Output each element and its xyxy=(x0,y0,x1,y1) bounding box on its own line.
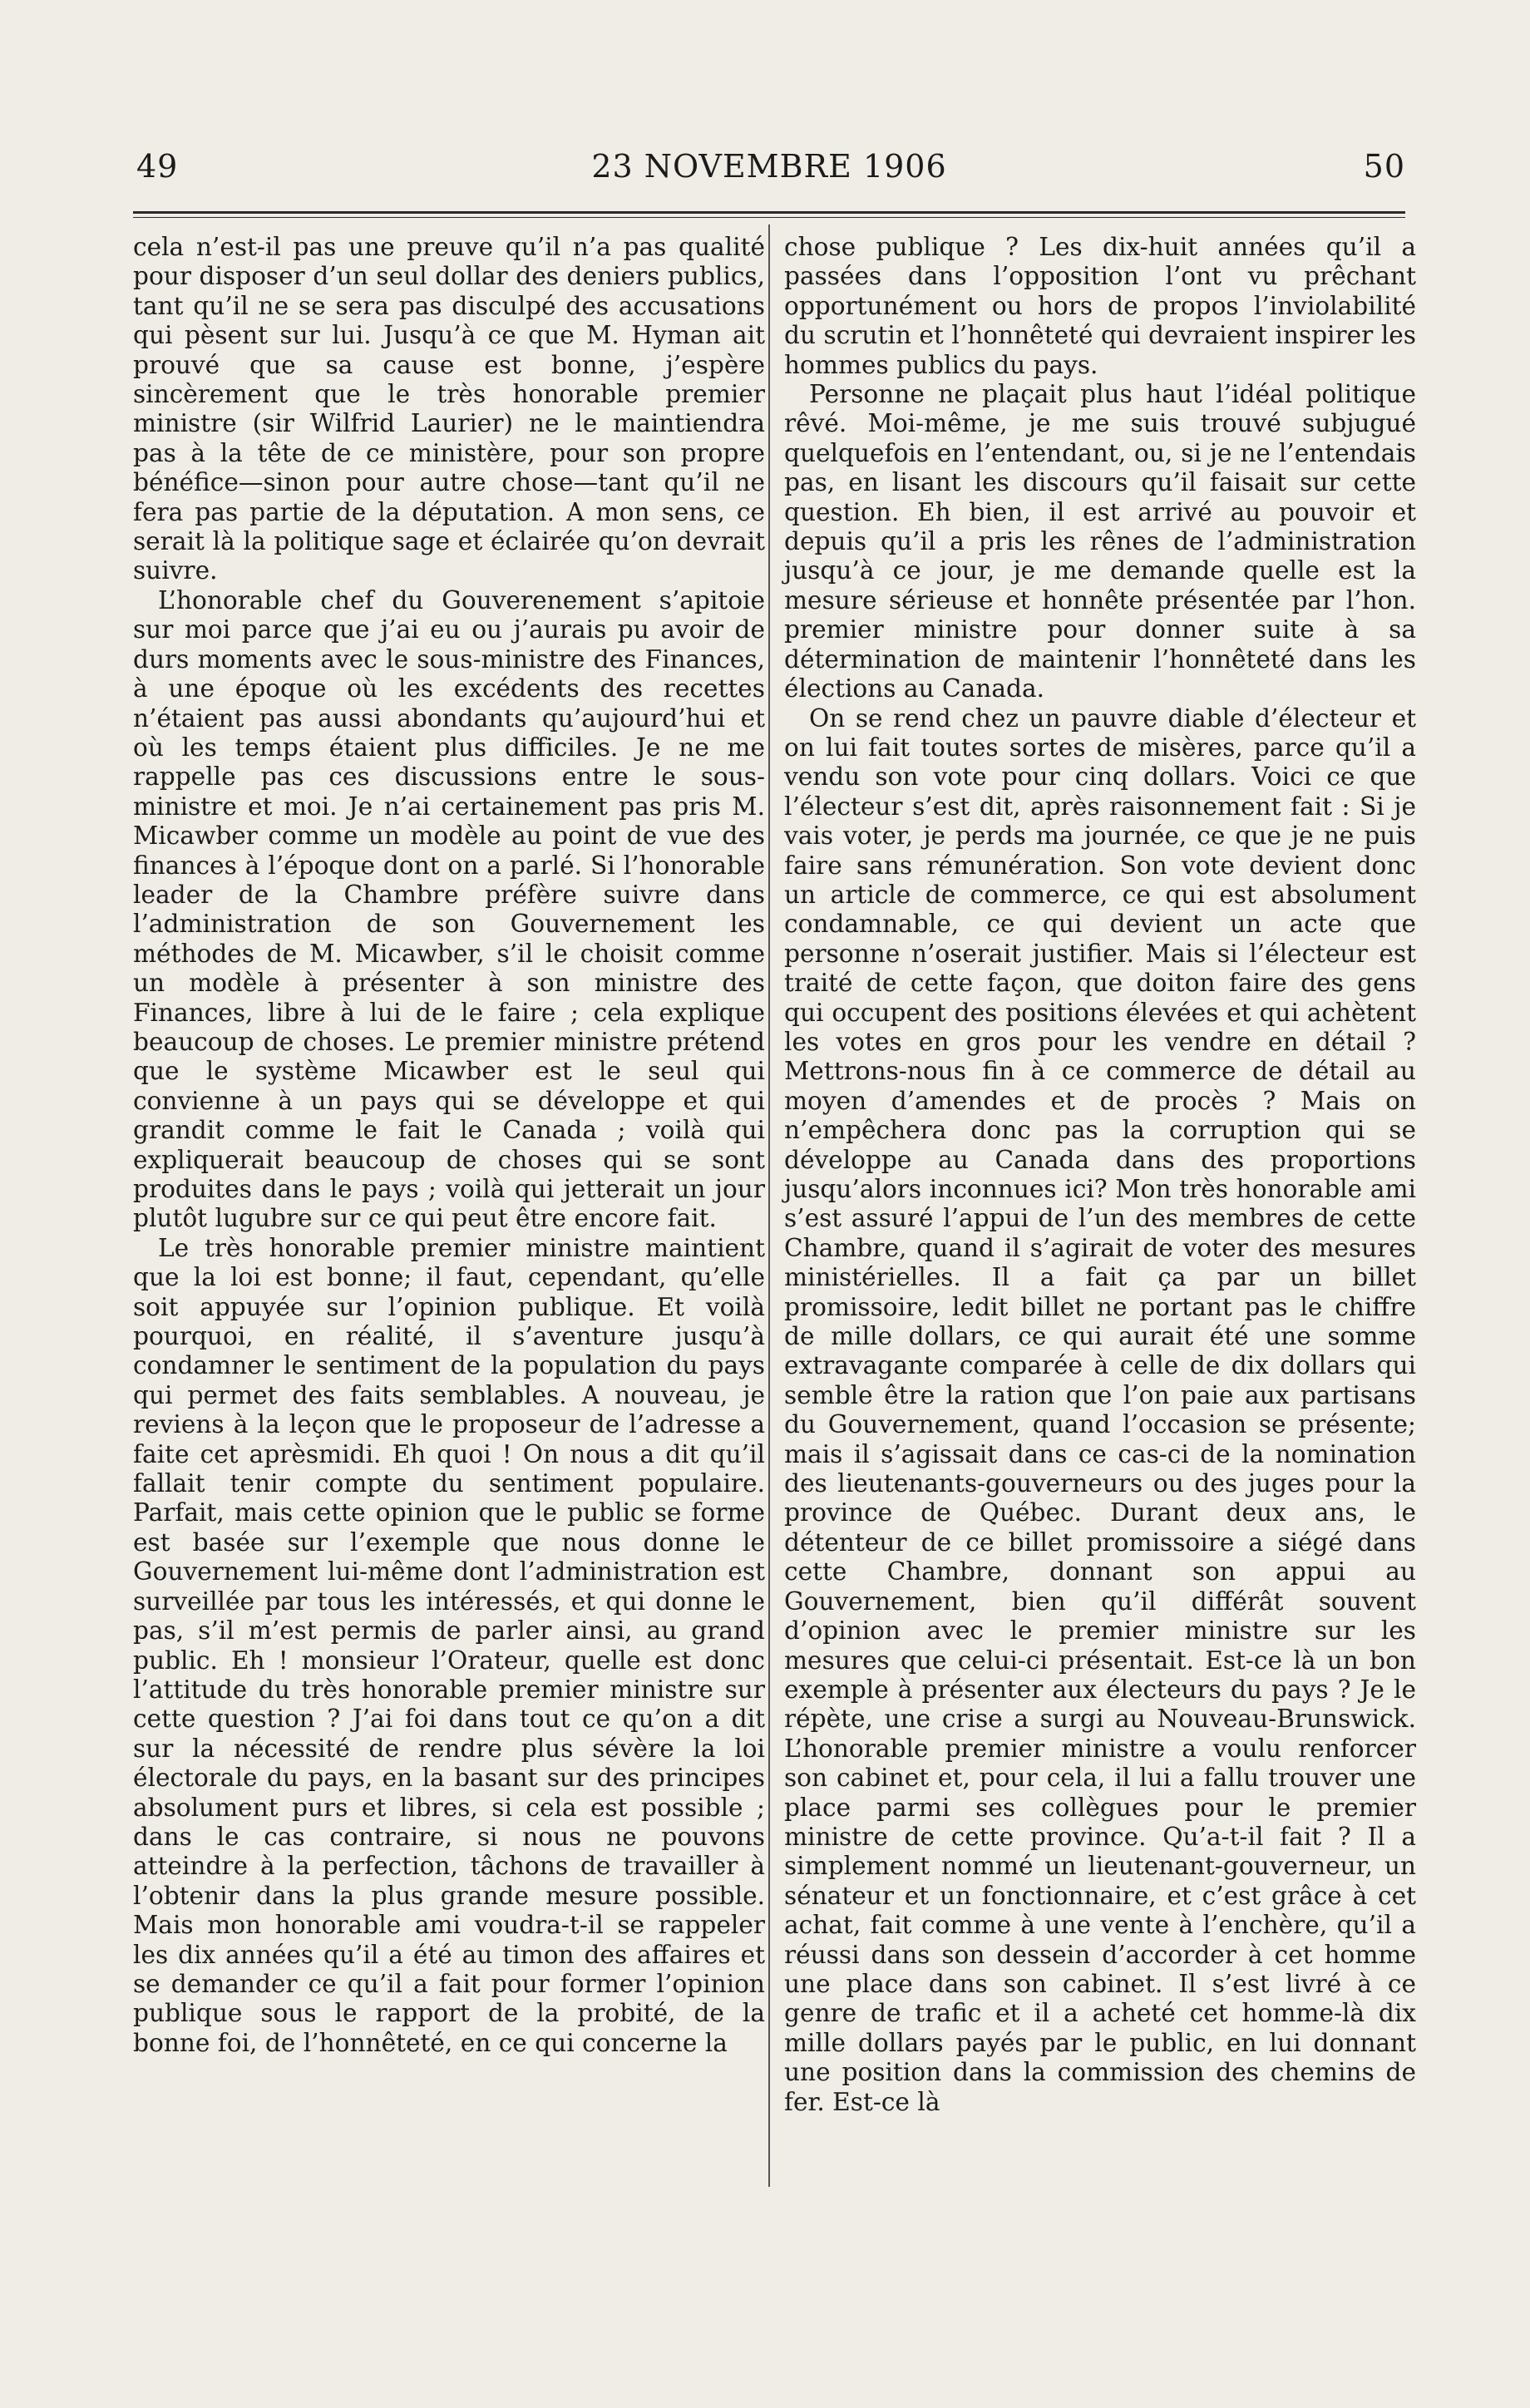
paragraph: Personne ne plaçait plus haut l’idéal politique rêvé. Moi-même, je me suis trouvé subjugué quelquefois en l’entendant, ou, si je ne l’entendais pas, en lisant les discours qu’il faisait sur cette question. Eh bien, il est arrivé au pouvoir et depuis qu’il a pris les rênes de l’administration jusqu’à ce jour, je me demande quelle est la mesure sérieuse et honnête présentée par l’hon. premier ministre pour donner suite à sa détermination de maintenir l’honnêteté dans les élections au Canada. xyxy=(784,380,1416,703)
paragraph: Le très honorable premier ministre maintient que la loi est bonne; il faut, cependant, qu’elle soit appuyée sur l’opinion publique. Et voilà pourquoi, en réalité, il s’aventure jusqu’à condamner le sentiment de la population du pays qui permet des faits semblables. A nouveau, je reviens à la leçon que le proposeur de l’adresse a faite cet aprèsmidi. Eh quoi ! On nous a dit qu’il fallait tenir compte du sentiment populaire. Parfait, mais cette opinion que le public se forme est basée sur l’exemple que nous donne le Gouvernement lui-même dont l’administration est surveillée par tous les intéressés, et qui donne le pas, s’il m’est permis de parler ainsi, au grand public. Eh ! monsieur l’Orateur, quelle est donc l’attitude du très honorable premier ministre sur cette question ? J’ai foi dans tout ce qu’on a dit sur la nécessité de rendre plus sévère la loi électorale du pays, en la basant sur des principes absolument purs et libres, si cela est possible ; dans le cas contraire, si nous ne pouvons atteindre à la perfection, tâchons de travailler à l’obtenir dans la plus grande mesure possible. Mais mon honorable ami voudra-t-il se rappeler les dix années qu’il a été au timon des affaires et se demander ce qu’il a fait pour former l’opinion publique sous le rapport de la probité, de la bonne foi, de l’honnêteté, en ce qui concerne la xyxy=(133,1233,765,2057)
header-date: 23 NOVEMBRE 1906 xyxy=(591,148,947,185)
left-column xyxy=(133,233,765,2058)
right-column xyxy=(784,233,1416,2117)
header-rule-thick xyxy=(133,211,1405,214)
paragraph: chose publique ? Les dix-huit années qu’il a passées dans l’opposition l’ont vu prêchant opportunément ou hors de propos l’inviolabilité du scrutin et l’honnêteté qui devraient inspirer les hommes publics du pays. xyxy=(784,233,1416,379)
column-divider xyxy=(768,225,770,2187)
paragraph: On se rend chez un pauvre diable d’électeur et on lui fait toutes sortes de misères, parce qu’il a vendu son vote pour cinq dollars. Voici ce que l’électeur s’est dit, après raisonnement fait : Si je vais voter, je perds ma journée, ce que je ne puis faire sans rémunération. Son vote devient donc un article de commerce, ce qui est absolument condamnable, ce qui devient un acte que personne n’oserait justifier. Mais si l’électeur est traité de cette façon, que doiton faire des gens qui occupent des positions élevées et qui achètent les votes en gros pour les vendre en détail ? Mettrons-nous fin à ce commerce de détail au moyen d’amendes et de procès ? Mais on n’empêchera donc pas la corruption qui se développe au Canada dans des proportions jusqu’alors inconnues ici? Mon très honorable ami s’est assuré l’appui de l’un des membres de cette Chambre, quand il s’agirait de voter des mesures ministérielles. Il a fait ça par un billet promissoire, ledit billet ne portant pas le chiffre de mille dollars, ce qui aurait été une somme extravagante comparée à celle de dix dollars qui semble être la ration que l’on paie aux partisans du Gouvernement, quand l’occasion se présente; mais il s’agissait dans ce cas-ci de la nomination des lieutenants-gouverneurs ou des juges pour la province de Québec. Durant deux ans, le détenteur de ce billet promissoire a siégé dans cette Chambre, donnant son appui au Gouvernement, bien qu’il différât souvent d’opinion avec le premier ministre sur les mesures que celui-ci présentait. Est-ce là un bon exemple à présenter aux électeurs du pays ? Je le répète, une crise a surgi au Nouveau-Brunswick. L’honorable premier ministre a voulu renforcer son cabinet et, pour cela, il lui a fallu trouver une place parmi ses collègues pour le premier ministre de cette province. Qu’a-t-il fait ? Il a simplement nommé un lieutenant-gouverneur, un sénateur et un fonctionnaire, et c’est grâce à cet achat, fait comme à une vente à l’enchère, qu’il a réussi dans son dessein d’accorder à cet homme une place dans son cabinet. Il s’est livré à ce genre de trafic et il a acheté cet homme-là dix mille dollars payés par le public, en lui donnant une position dans la commission des chemins de fer. Est-ce là xyxy=(784,703,1416,2116)
page-number-right: 50 xyxy=(1363,148,1405,185)
paragraph: L’honorable chef du Gouverenement s’apitoie sur moi parce que j’ai eu ou j’aurais pu avoir de durs moments avec le sous-ministre des Finances, à une époque où les excédents des recettes n’étaient pas aussi abondants qu’aujourd’hui et où les temps étaient plus difficiles. Je ne me rappelle pas ces discussions entre le sous-ministre et moi. Je n’ai certainement pas pris M. Micawber comme un modèle au point de vue des finances à l’époque dont on a parlé. Si l’honorable leader de la Chambre préfère suivre dans l’administration de son Gouvernement les méthodes de M. Micawber, s’il le choisit comme un modèle à présenter à son ministre des Finances, libre à lui de le faire ; cela explique beaucoup de choses. Le premier ministre prétend que le système Micawber est le seul qui convienne à un pays qui se développe et qui grandit comme le fait le Canada ; voilà qui expliquerait beaucoup de choses qui se sont produites dans le pays ; voilà qui jetterait un jour plutôt lugubre sur ce qui peut être encore fait. xyxy=(133,585,765,1233)
paragraph: cela n’est-il pas une preuve qu’il n’a pas qualité pour disposer d’un seul dollar des deniers publics, tant qu’il ne se sera pas disculpé des accusations qui pèsent sur lui. Jusqu’à ce que M. Hyman ait prouvé que sa cause est bonne, j’espère sincèrement que le très honorable premier ministre (sir Wilfrid Laurier) ne le maintiendra pas à la tête de ce ministère, pour son propre bénéfice—sinon pour autre chose—tant qu’il ne fera pas partie de la députation. A mon sens, ce serait là la politique sage et éclairée qu’on devrait suivre. xyxy=(133,233,765,585)
running-header xyxy=(133,146,1405,195)
page-number-left: 49 xyxy=(136,148,179,185)
header-rule-thin xyxy=(133,217,1405,218)
